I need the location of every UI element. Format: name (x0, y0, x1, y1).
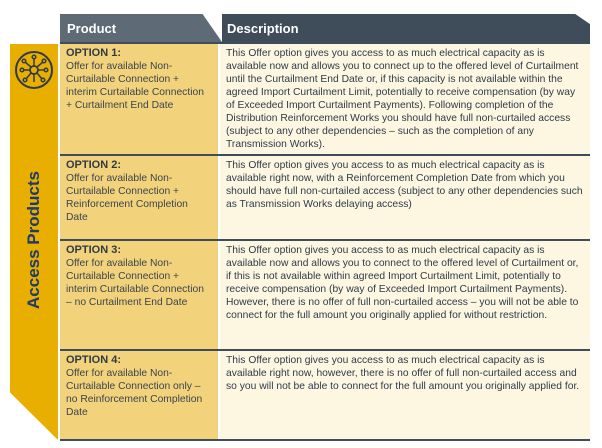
description-cell: This Offer option gives you access to as much electrical capacity as is available right now, with a Reinforcement Completion Date from which you should have full non-curtailed access (subject to any other dependencies such as Transmission Works delaying access) (220, 156, 590, 239)
option-title: OPTION 4: (66, 354, 122, 366)
table-row (60, 44, 590, 156)
table-row (60, 351, 590, 441)
table-row (60, 241, 590, 351)
product-cell (60, 44, 220, 154)
product-header-label: Product (67, 21, 117, 36)
product-cell (60, 156, 220, 239)
product-text: Offer for available Non-Curtailable Connection + interim Curtailable Connection – no Curtailment End Date (66, 258, 204, 308)
access-products-table (60, 42, 590, 441)
product-text: Offer for available Non-Curtailable Connection + interim Curtailable Connection + Curtailment End Date (66, 61, 204, 111)
network-hub-icon (14, 50, 54, 90)
description-cell: This Offer option gives you access to as much electrical capacity as is available now and allows you to connect up to the offered level of Curtailment until the Curtailment End Date or, if this capacity is not available within the agreed Import Curtailment Limit, potentially to receive compensation (by way of Exceeded Import Curtailment Payments). Following completion of the Distribution Reinforcement Works you should have full non-curtailed access (subject to any other dependencies – such as the completion of any Transmission Works). (220, 44, 590, 154)
product-text: Offer for available Non-Curtailable Connection only – no Reinforcement Completion Date (66, 368, 203, 418)
option-title: OPTION 2: (66, 159, 122, 171)
table-row (60, 156, 590, 241)
description-cell: This Offer option gives you access to as much electrical capacity as is available now and allows you to connect to the offered level of Curtailment or, if this is not available within agreed Import Curtailment Limit, potentially to receive compensation (by way of Exceeded Import Curtailment Payments). However, there is no offer of full non-curtailed access – you will not be able to connect for the full amount you originally applied for without restriction. (220, 241, 590, 349)
product-text: Offer for available Non-Curtailable Connection + Reinforcement Completion Date (66, 173, 188, 223)
description-cell: This Offer option gives you access to as much electrical capacity as is available right now, however, there is no offer of full non-curtailed access and so you will not be able to connect for the full amount you originally applied for. (220, 351, 590, 439)
option-title: OPTION 3: (66, 244, 122, 256)
product-cell (60, 351, 220, 439)
product-cell (60, 241, 220, 349)
description-header-label: Description (227, 21, 299, 36)
option-title: OPTION 1: (66, 47, 122, 59)
sidebar-label: Access Products (24, 171, 43, 309)
